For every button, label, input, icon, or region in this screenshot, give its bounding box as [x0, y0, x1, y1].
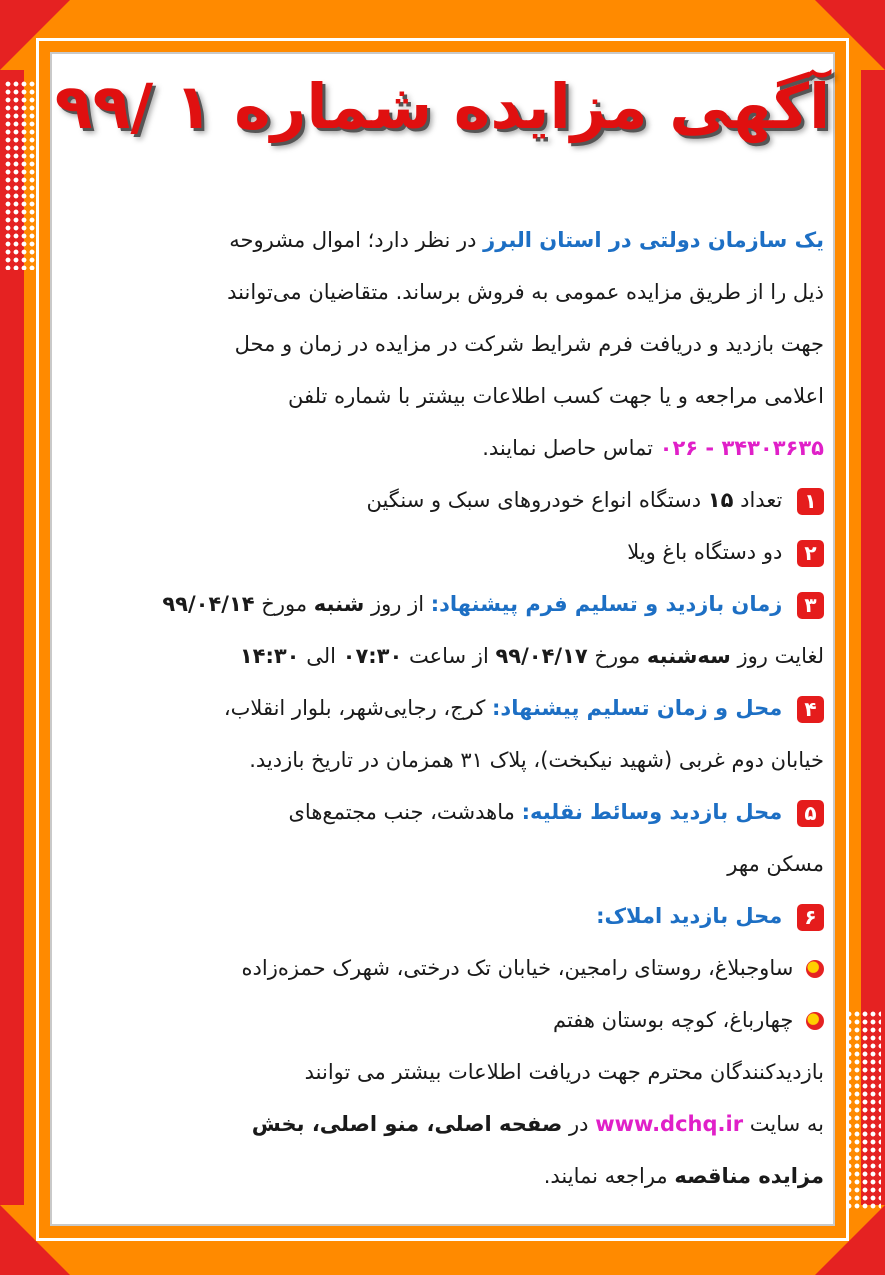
item-number-badge: ۳ [797, 592, 824, 619]
footer-line-1: بازدیدکنندگان محترم جهت دریافت اطلاعات بیشتر می توانند [304, 1060, 824, 1084]
phone-number: ۳۴۳۰۳۶۳۵ - ۰۲۶ [659, 436, 824, 460]
property-1: ساوجبلاغ، روستای رامجین، خیابان تک درختی، شهرک حمزه‌زاده [64, 942, 824, 994]
item-number-badge: ۴ [797, 696, 824, 723]
item-4: ۴ محل و زمان تسلیم پیشنهاد: کرج، رجایی‌شهر، بلوار انقلاب، [64, 682, 824, 734]
item-number-badge: ۲ [797, 540, 824, 567]
item-3: ۳ زمان بازدید و تسلیم فرم پیشنهاد: از روز شنبه مورخ ۹۹/۰۴/۱۴ [64, 578, 824, 630]
item-heading: محل بازدید وسائط نقلیه: [521, 800, 783, 824]
intro-line-5: ۳۴۳۰۳۶۳۵ - ۰۲۶ تماس حاصل نمایند. [482, 436, 824, 460]
website-link[interactable]: www.dchq.ir [595, 1112, 744, 1136]
intro-line-2: ذیل را از طریق مزایده عمومی به فروش برساند. متقاضیان می‌توانند [227, 280, 824, 304]
item-heading: محل بازدید املاک: [596, 904, 783, 928]
item-number-badge: ۵ [797, 800, 824, 827]
item-1: ۱ تعداد ۱۵ دستگاه انواع خودروهای سبک و سنگین [64, 474, 824, 526]
bullet-icon [806, 1012, 824, 1030]
item-number-badge: ۶ [797, 904, 824, 931]
item-2: ۲ دو دستگاه باغ ویلا [64, 526, 824, 578]
intro-line-3: جهت بازدید و دریافت فرم شرایط شرکت در مزایده در زمان و محل [234, 332, 824, 356]
footer-line-2: به سایت www.dchq.ir در صفحه اصلی، منو اصلی، بخش [251, 1112, 824, 1136]
item-3-line-2: لغایت روز سه‌شنبه مورخ ۹۹/۰۴/۱۷ از ساعت ۰۷:۳۰ الی ۱۴:۳۰ [239, 644, 824, 668]
item-5-line-2: مسکن مهر [727, 852, 824, 876]
intro-line-4: اعلامی مراجعه و یا جهت کسب اطلاعات بیشتر با شماره تلفن [287, 384, 824, 408]
dot-pattern-right [845, 1010, 881, 1210]
item-heading: زمان بازدید و تسلیم فرم پیشنهاد: [430, 592, 783, 616]
intro-line-1: یک سازمان دولتی در استان البرز در نظر دارد؛ اموال مشروحه [229, 228, 824, 252]
page-title: آگهی مزایده شماره ۱ /۹۹ [54, 70, 831, 143]
property-2: چهارباغ، کوچه بوستان هفتم [64, 994, 824, 1046]
organization-name: یک سازمان دولتی در استان البرز [483, 228, 824, 252]
item-heading: محل و زمان تسلیم پیشنهاد: [492, 696, 783, 720]
footer-line-3: مزایده مناقصه مراجعه نمایند. [543, 1164, 824, 1188]
announcement-body [64, 214, 824, 1202]
item-number-badge: ۱ [797, 488, 824, 515]
item-5: ۵ محل بازدید وسائط نقلیه: ماهدشت، جنب مجتمع‌های [64, 786, 824, 838]
bullet-icon [806, 960, 824, 978]
item-6 [64, 890, 824, 942]
item-4-line-2: خیابان دوم غربی (شهید نیکبخت)، پلاک ۳۱ همزمان در تاریخ بازدید. [249, 748, 824, 772]
